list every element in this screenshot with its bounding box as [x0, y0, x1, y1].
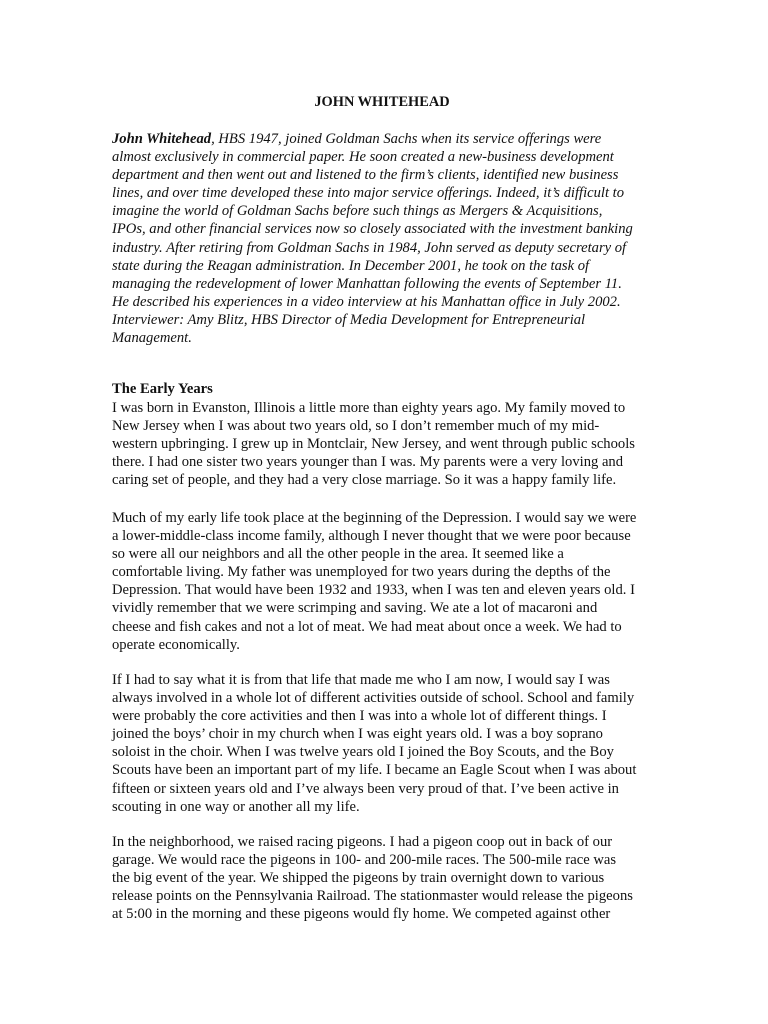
body-line: fifteen or sixteen years old and I’ve always been very proud of that. I’ve been active in — [112, 780, 619, 797]
body-line: so were all our neighbors and all the other people in the area. It seemed like a — [112, 546, 564, 563]
intro-line: department and then went out and listened to the firm’s clients, identified new business — [112, 167, 619, 184]
body-line: soloist in the choir. When I was twelve years old I joined the Boy Scouts, and the Boy — [112, 744, 614, 761]
body-line: operate economically. — [112, 636, 240, 653]
intro-paragraph — [112, 130, 652, 347]
body-paragraph — [112, 509, 652, 654]
section-heading: The Early Years — [112, 381, 213, 397]
body-line: In the neighborhood, we raised racing pigeons. I had a pigeon coop out in back of our — [112, 834, 613, 850]
intro-line — [112, 130, 652, 148]
intro-line: He described his experiences in a video interview at his Manhattan office in July 2002. — [112, 293, 621, 310]
intro-line-text: , HBS 1947, joined Goldman Sachs when its service offerings were — [211, 131, 602, 147]
body-line: always involved in a whole lot of different activities outside of school. School and family — [112, 690, 635, 707]
body-line: western upbringing. I grew up in Montclair, New Jersey, and went through public schools — [112, 436, 635, 453]
body-line: release points on the Pennsylvania Railroad. The stationmaster would release the pigeons — [112, 888, 633, 905]
intro-name: John Whitehead — [112, 131, 212, 147]
intro-line: state during the Reagan administration. In December 2001, he took on the task of — [112, 257, 590, 274]
body-line: cheese and fish cakes and not a lot of meat. We had meat about once a week. We had to — [112, 618, 622, 635]
body-line: garage. We would race the pigeons in 100- and 200-mile races. The 500-mile race was — [112, 852, 617, 869]
body-line: there. I had one sister two years younger than I was. My parents were a very loving and — [112, 454, 624, 471]
body-line: a lower-middle-class income family, although I never thought that we were poor because — [112, 528, 631, 545]
body-line: comfortable living. My father was unemployed for two years during the depths of the — [112, 564, 611, 581]
body-line: I was born in Evanston, Illinois a little more than eighty years ago. My family moved to — [112, 400, 626, 416]
body-line: caring set of people, and they had a very close marriage. So it was a happy family life. — [112, 472, 617, 489]
intro-line: IPOs, and other financial services now so closely associated with the investment banking — [112, 221, 633, 238]
intro-line: industry. After retiring from Goldman Sachs in 1984, John served as deputy secretary of — [112, 239, 627, 256]
body-line: New Jersey when I was about two years old, so I don’t remember much of my mid- — [112, 418, 600, 435]
intro-line: managing the redevelopment of lower Manhattan following the events of September 11. — [112, 275, 622, 292]
body-line: the big event of the year. We shipped the pigeons by train overnight down to various — [112, 870, 605, 887]
document-title: JOHN WHITEHEAD — [314, 94, 450, 110]
body-line: Depression. That would have been 1932 and 1933, when I was ten and eleven years old. I — [112, 582, 635, 599]
body-line: joined the boys’ choir in my church when I was eight years old. I was a boy soprano — [112, 726, 603, 743]
body-line: vividly remember that we were scrimping and saving. We ate a lot of macaroni and — [112, 600, 598, 617]
body-paragraph — [112, 833, 652, 923]
body-line: Scouts have been an important part of my life. I became an Eagle Scout when I was about — [112, 762, 637, 779]
intro-line: almost exclusively in commercial paper. He soon created a new-business development — [112, 149, 614, 166]
intro-line: lines, and over time developed these into major service offerings. Indeed, it’s difficult to — [112, 185, 625, 202]
intro-line: Management. — [112, 330, 192, 347]
body-line: scouting in one way or another all my life. — [112, 798, 360, 815]
intro-line: imagine the world of Goldman Sachs before such things as Mergers & Acquisitions, — [112, 203, 603, 220]
body-paragraph — [112, 399, 652, 489]
body-line: at 5:00 in the morning and these pigeons would fly home. We competed against other — [112, 906, 611, 923]
body-line: were probably the core activities and then I was into a whole lot of different things. I — [112, 708, 607, 725]
body-line: Much of my early life took place at the beginning of the Depression. I would say we were — [112, 510, 637, 526]
body-paragraph — [112, 671, 652, 816]
intro-line: Interviewer: Amy Blitz, HBS Director of Media Development for Entrepreneurial — [112, 311, 586, 328]
body-line: If I had to say what it is from that life that made me who I am now, I would say I was — [112, 672, 610, 688]
